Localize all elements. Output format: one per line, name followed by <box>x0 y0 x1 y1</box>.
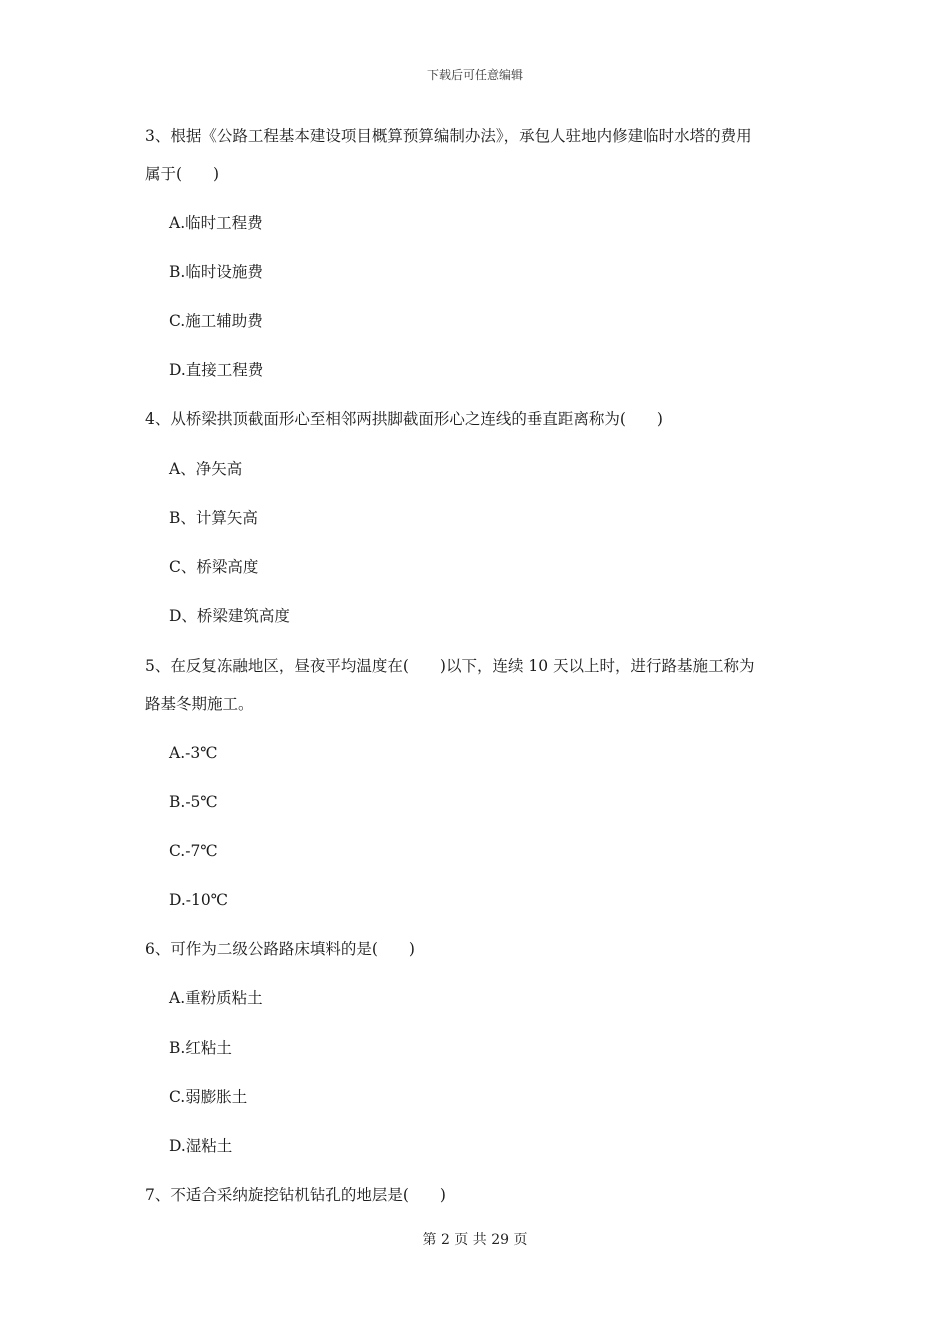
option-5a: A.-3℃ <box>169 744 218 762</box>
option-6c: C.弱膨胀土 <box>169 1088 248 1106</box>
page-header: 下载后可任意编辑 <box>426 68 523 82</box>
option-5d: D.-10℃ <box>169 891 229 909</box>
option-3d: D.直接工程费 <box>169 361 264 379</box>
option-3a: A.临时工程费 <box>169 214 263 232</box>
question-7: 7、不适合采纳旋挖钻机钻孔的地层是( ) <box>145 1186 446 1204</box>
option-6a: A.重粉质粘土 <box>169 989 263 1007</box>
option-4d: D、桥梁建筑高度 <box>169 607 290 625</box>
option-6b: B.红粘土 <box>169 1039 232 1057</box>
option-5c: C.-7℃ <box>169 842 218 860</box>
question-5-line-2: 路基冬期施工。 <box>145 695 254 713</box>
option-4b: B、计算矢高 <box>169 509 258 527</box>
question-6: 6、可作为二级公路路床填料的是( ) <box>145 940 415 958</box>
option-3c: C.施工辅助费 <box>169 312 263 330</box>
option-4a: A、净矢高 <box>169 460 243 478</box>
option-5b: B.-5℃ <box>169 793 218 811</box>
question-3-line-2: 属于( ) <box>145 165 220 183</box>
option-4c: C、桥梁高度 <box>169 558 259 576</box>
question-3-line-1: 3、根据《公路工程基本建设项目概算预算编制办法》，承包人驻地内修建临时水塔的费用 <box>145 127 752 145</box>
option-6d: D.湿粘土 <box>169 1137 233 1155</box>
question-4: 4、从桥梁拱顶截面形心至相邻两拱脚截面形心之连线的垂直距离称为( ) <box>145 410 663 428</box>
option-3b: B.临时设施费 <box>169 263 263 281</box>
page-footer: 第 2 页 共 29 页 <box>422 1232 528 1248</box>
question-5-line-1: 5、在反复冻融地区，昼夜平均温度在( )以下，连续 10 天以上时，进行路基施工称为 <box>145 657 755 675</box>
